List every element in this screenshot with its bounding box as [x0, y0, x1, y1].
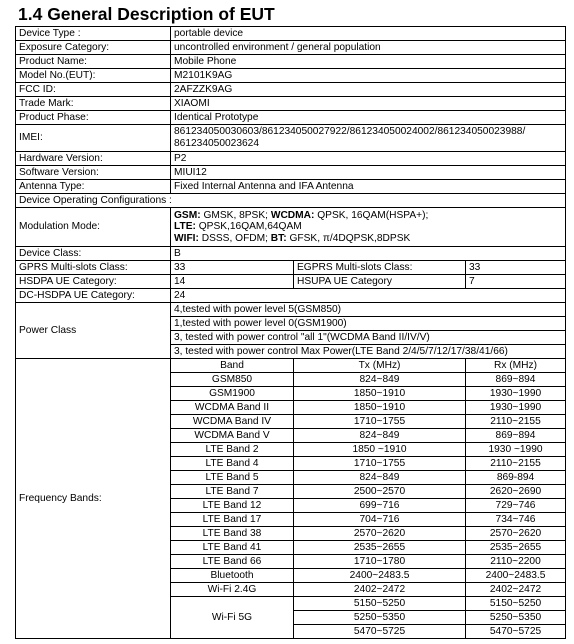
row-hsdpa-category [16, 275, 566, 289]
row-imei [16, 125, 566, 152]
band-cell: LTE Band 5 [171, 471, 294, 485]
band-cell: Wi-Fi 2.4G [171, 583, 294, 597]
value-cell: 33 [171, 261, 294, 275]
power-class-line: 3, tested with power control Max Power(LTE Band 2/4/5/7/12/17/38/41/66) [171, 345, 566, 359]
row-operating-configurations [16, 194, 566, 208]
rx-cell: 2110~2200 [466, 555, 566, 569]
value-cell: M2101K9AG [171, 69, 566, 83]
label-cell: Hardware Version: [16, 152, 171, 166]
row-software-version [16, 166, 566, 180]
tx-cell: 1850~1910 [294, 387, 466, 401]
tx-cell: 5470~5725 [294, 625, 466, 639]
label-cell: Device Type : [16, 27, 171, 41]
rx-cell: 734~746 [466, 513, 566, 527]
tx-cell: 824~849 [294, 429, 466, 443]
value-cell: 14 [171, 275, 294, 289]
band-cell: LTE Band 66 [171, 555, 294, 569]
value-cell: 24 [171, 289, 566, 303]
band-cell: Bluetooth [171, 569, 294, 583]
tx-cell: 824~849 [294, 471, 466, 485]
tx-cell: 824~849 [294, 373, 466, 387]
row-device-class [16, 247, 566, 261]
label-cell: Frequency Bands: [16, 359, 171, 639]
section-title: 1.4 General Description of EUT [18, 4, 275, 24]
value-cell: portable device [171, 27, 566, 41]
wcdma-value: QPSK, 16QAM(HSPA+); [314, 209, 429, 221]
tx-cell: 2500~2570 [294, 485, 466, 499]
value-cell: Identical Prototype [171, 111, 566, 125]
eut-description-table [15, 26, 566, 639]
value-cell: MIUI12 [171, 166, 566, 180]
rx-cell: 5150~5250 [466, 597, 566, 611]
label-cell: Product Name: [16, 55, 171, 69]
row-hardware-version [16, 152, 566, 166]
band-cell: WCDMA Band V [171, 429, 294, 443]
value-cell: XIAOMI [171, 97, 566, 111]
value-cell: 861234050030603/861234050027922/861234050024002/861234050023988/ 861234050023624 [171, 125, 566, 152]
row-device-type [16, 27, 566, 41]
power-class-line: 3, tested with power control "all 1"(WCDMA Band II/IV/V) [171, 331, 566, 345]
band-cell: LTE Band 7 [171, 485, 294, 499]
row-power-class [16, 303, 566, 317]
label-cell: Model No.(EUT): [16, 69, 171, 83]
wifi-key: WIFI: [174, 232, 199, 244]
tx-cell: 2570~2620 [294, 527, 466, 541]
row-gprs-class [16, 261, 566, 275]
label-cell: HSDPA UE Category: [16, 275, 171, 289]
row-modulation-mode [16, 208, 566, 247]
label-cell: EGPRS Multi-slots Class: [294, 261, 466, 275]
tx-cell: 1850 ~1910 [294, 443, 466, 457]
band-cell: GSM1900 [171, 387, 294, 401]
value-cell: uncontrolled environment / general population [171, 41, 566, 55]
tx-cell: 1850~1910 [294, 401, 466, 415]
rx-cell: 729~746 [466, 499, 566, 513]
rx-cell: 2110~2155 [466, 457, 566, 471]
row-frequency-header [16, 359, 566, 373]
band-cell: LTE Band 12 [171, 499, 294, 513]
band-cell: LTE Band 4 [171, 457, 294, 471]
value-cell: 33 [466, 261, 566, 275]
rx-cell: 2570~2620 [466, 527, 566, 541]
tx-cell: 699~716 [294, 499, 466, 513]
rx-cell: 5470~5725 [466, 625, 566, 639]
rx-cell: 2620~2690 [466, 485, 566, 499]
rx-cell: 1930~1990 [466, 387, 566, 401]
band-cell: GSM850 [171, 373, 294, 387]
row-product-name [16, 55, 566, 69]
tx-cell: 2402~2472 [294, 583, 466, 597]
tx-header: Tx (MHz) [294, 359, 466, 373]
band-cell: Wi-Fi 5G [171, 597, 294, 639]
power-class-line: 1,tested with power level 0(GSM1900) [171, 317, 566, 331]
wcdma-key: WCDMA: [270, 209, 315, 221]
gsm-value: GMSK, 8PSK; [200, 209, 271, 221]
tx-cell: 5150~5250 [294, 597, 466, 611]
row-dc-hsdpa-category [16, 289, 566, 303]
tx-cell: 5250~5350 [294, 611, 466, 625]
row-trade-mark [16, 97, 566, 111]
rx-cell: 2400~2483.5 [466, 569, 566, 583]
rx-header: Rx (MHz) [466, 359, 566, 373]
value-cell: Fixed Internal Antenna and IFA Antenna [171, 180, 566, 194]
lte-key: LTE: [174, 221, 196, 233]
band-cell: LTE Band 17 [171, 513, 294, 527]
tx-cell: 704~716 [294, 513, 466, 527]
value-cell: 2AFZZK9AG [171, 83, 566, 97]
row-product-phase [16, 111, 566, 125]
label-cell: Antenna Type: [16, 180, 171, 194]
row-model-no [16, 69, 566, 83]
tx-cell: 1710~1780 [294, 555, 466, 569]
row-exposure-category [16, 41, 566, 55]
row-fcc-id [16, 83, 566, 97]
band-cell: WCDMA Band II [171, 401, 294, 415]
rx-cell: 869-894 [466, 471, 566, 485]
label-cell: Power Class [16, 303, 171, 359]
tx-cell: 1710~1755 [294, 457, 466, 471]
gsm-key: GSM: [174, 209, 201, 221]
label-cell: Trade Mark: [16, 97, 171, 111]
band-cell: WCDMA Band IV [171, 415, 294, 429]
label-cell: Exposure Category: [16, 41, 171, 55]
band-cell: LTE Band 38 [171, 527, 294, 541]
rx-cell: 869~894 [466, 429, 566, 443]
row-antenna-type [16, 180, 566, 194]
value-cell: P2 [171, 152, 566, 166]
section-header-cell: Device Operating Configurations : [16, 194, 566, 208]
rx-cell: 1930 ~1990 [466, 443, 566, 457]
bt-key: BT: [270, 232, 287, 244]
lte-value: QPSK,16QAM,64QAM [195, 221, 302, 233]
band-cell: LTE Band 2 [171, 443, 294, 457]
rx-cell: 5250~5350 [466, 611, 566, 625]
band-cell: LTE Band 41 [171, 541, 294, 555]
value-cell [171, 208, 566, 247]
label-cell: GPRS Multi-slots Class: [16, 261, 171, 275]
tx-cell: 2535~2655 [294, 541, 466, 555]
wifi-value: DSSS, OFDM; [198, 232, 271, 244]
value-cell: Mobile Phone [171, 55, 566, 69]
rx-cell: 2535~2655 [466, 541, 566, 555]
rx-cell: 2402~2472 [466, 583, 566, 597]
bt-value: GFSK, π/4DQPSK,8DPSK [286, 232, 411, 244]
tx-cell: 2400~2483.5 [294, 569, 466, 583]
value-cell: B [171, 247, 566, 261]
rx-cell: 2110~2155 [466, 415, 566, 429]
label-cell: IMEI: [16, 125, 171, 152]
rx-cell: 869~894 [466, 373, 566, 387]
band-header: Band [171, 359, 294, 373]
label-cell: Product Phase: [16, 111, 171, 125]
label-cell: DC-HSDPA UE Category: [16, 289, 171, 303]
rx-cell: 1930~1990 [466, 401, 566, 415]
power-class-line: 4,tested with power level 5(GSM850) [171, 303, 566, 317]
label-cell: Modulation Mode: [16, 208, 171, 247]
label-cell: HSUPA UE Category [294, 275, 466, 289]
tx-cell: 1710~1755 [294, 415, 466, 429]
label-cell: Software Version: [16, 166, 171, 180]
label-cell: FCC ID: [16, 83, 171, 97]
label-cell: Device Class: [16, 247, 171, 261]
value-cell: 7 [466, 275, 566, 289]
